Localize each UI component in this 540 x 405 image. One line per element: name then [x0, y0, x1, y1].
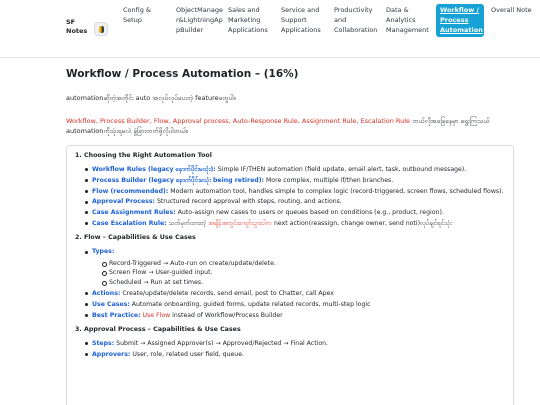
nav-tab-object-manager[interactable]: ObjectManager&LightningAppBuilder	[176, 6, 223, 34]
section-flow	[75, 234, 505, 320]
sub-list-item: Screen Flow → User-guided input.	[102, 268, 505, 278]
nav-tab-service-support[interactable]: Service and Support Applications	[281, 6, 321, 34]
term-label: Flow (recommended):	[92, 187, 169, 195]
list-item	[85, 300, 505, 309]
term-description: Auto-assign new cases to users or queues based on conditions (e.g., product, region).	[175, 209, 444, 217]
notes-card	[66, 145, 514, 405]
term-label: Types:	[92, 248, 115, 256]
term-description: Modern automation tool, handles simple to complex logic (record-triggered, screen flows, scheduled flows).	[168, 187, 504, 195]
list-item	[85, 350, 505, 359]
list-item	[85, 197, 505, 206]
list-item	[85, 187, 505, 196]
intro-tools-list: Workflow, Process Builder, Flow, Approval process, Auto-Response Rule, Assignment Rule, Escalation Rule	[66, 116, 411, 125]
section-approval-process	[75, 326, 505, 359]
list-item	[85, 311, 505, 320]
section-title: 3. Approval Process – Capabilities & Use Cases	[75, 325, 241, 333]
term-label: Case Assignment Rules:	[92, 209, 176, 217]
term-description: Create/update/delete records, send email, post to Chatter, call Apex	[120, 289, 334, 297]
term-description: instead of Workflow/Process Builder	[170, 311, 283, 319]
term-description: Simple IF/THEN automation (field update, email alert, task, outbound message).	[215, 166, 467, 173]
term-description: Structured record approval with steps, routing, and actions.	[154, 198, 342, 206]
intro-tools-explanation: ဘယ်လိုအခြေနေမှာ ရွေးကြသယ် automationကိုသုံးရမလဲ ခွဲခြားတတ်ဖို့လိုပါတယ်။	[66, 116, 490, 136]
sub-list-item: Record-Triggered → Auto-run on create/update/delete.	[102, 259, 505, 269]
term-label: Approvers:	[92, 350, 131, 358]
nav-tab-sales-marketing[interactable]: Sales and Marketing Applications	[228, 6, 268, 34]
term-label: Approval Process:	[92, 198, 155, 206]
list-item	[85, 165, 505, 174]
intro-tools-text	[66, 116, 506, 137]
term-label: Best Practice:	[92, 311, 141, 319]
brand-line-1: SF	[66, 18, 76, 26]
term-description: More complex, multiple if/then branches.	[264, 176, 394, 184]
nav-tab-productivity[interactable]: Productivity and Collaboration	[334, 6, 378, 34]
term-label: Process Builder (legacy နောက်ပိုင်းမသုံး being retired):	[92, 176, 264, 184]
term-label: Use Cases:	[92, 300, 130, 308]
top-navigation-bar	[0, 0, 540, 58]
section-title: 1. Choosing the Right Automation Tool	[75, 152, 212, 159]
term-label: Actions:	[92, 289, 121, 297]
term-label: Workflow Rules (legacy နောက်ပိုင်းမသုံး):	[92, 166, 216, 173]
intro-text: automationဆိုတဲ့အတိုင်း auto အလုပ်လုပ်ပေးတဲ့ featureတွေပါ။	[66, 94, 236, 102]
page-title: Workflow / Process Automation – (16%)	[66, 68, 299, 80]
term-highlight: Use Flow	[140, 311, 171, 319]
list-item	[85, 247, 505, 287]
term-description: သတ်မှတ်ထားတဲ့	[166, 219, 209, 227]
term-description: Automate onboarding, guided forms, update related records, multi-step logic	[129, 300, 371, 308]
sub-list-item: Scheduled → Run at set times.	[102, 278, 505, 288]
term-label: Steps:	[92, 339, 115, 347]
brand-line-2: Notes	[66, 27, 88, 36]
term-label: Case Escalation Rule:	[92, 219, 167, 227]
section-title: 2. Flow – Capabilities & Use Cases	[75, 234, 196, 242]
list-item	[85, 208, 505, 217]
main-content	[66, 66, 506, 137]
section-choosing-tool	[75, 152, 505, 228]
list-item	[85, 176, 505, 185]
list-item	[85, 289, 505, 298]
term-description: Submit → Assigned Approver(s) → Approved/Rejected → Final Action.	[114, 339, 329, 347]
nav-tab-config-setup[interactable]: Config & Setup	[123, 6, 151, 24]
nav-tab-data-analytics[interactable]: Data & Analytics Management	[386, 6, 429, 34]
term-highlight: အချိန်အတွင်းကျော်သွားပါက	[208, 219, 273, 227]
list-item	[85, 219, 505, 228]
theme-toggle-icon[interactable]	[94, 22, 108, 36]
nav-tab-workflow-automation[interactable]: Workflow / Process Automation	[436, 4, 484, 37]
list-item	[85, 339, 505, 348]
term-description: User, role, related user field, queue.	[130, 350, 244, 358]
term-description-cont: next action(reassign, change owner, send noti)လုပ်ချင်ရင်သုံး	[272, 219, 452, 227]
nav-tab-overall-note[interactable]: Overall Note	[491, 6, 532, 14]
